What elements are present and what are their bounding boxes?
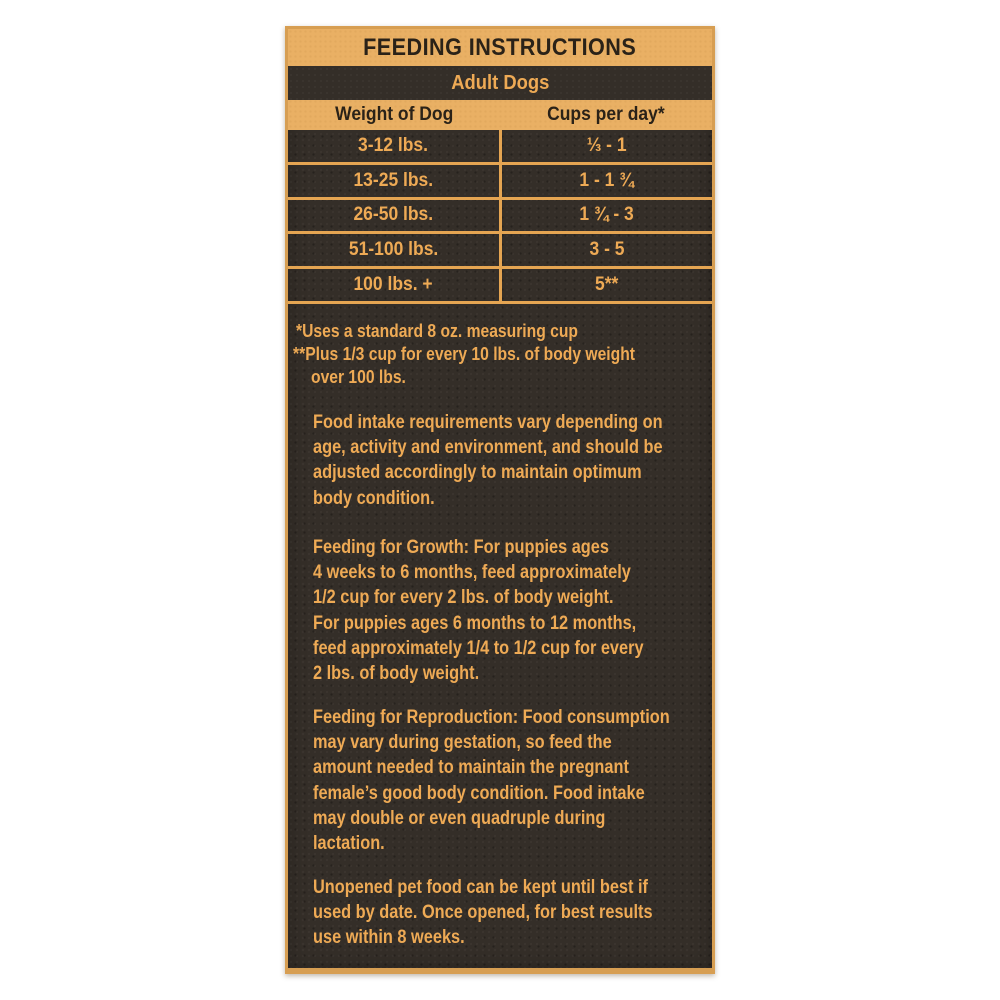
feeding-instructions-label [285, 26, 715, 974]
paragraph-line: For puppies ages 6 months to 12 months, [313, 612, 637, 634]
paragraph-line: 1/2 cup for every 2 lbs. of body weight. [313, 587, 614, 609]
weight-cell: 13-25 lbs. [353, 169, 434, 191]
paragraph-line: adjusted accordingly to maintain optimum [313, 462, 642, 484]
table-row [288, 165, 712, 200]
weight-cell: 100 lbs. + [353, 274, 433, 296]
paragraph-storage [313, 875, 708, 951]
paragraph-line: Food intake requirements vary depending on [313, 412, 663, 433]
cups-cell: 5** [499, 269, 713, 301]
paragraph-line: may double or even quadruple during [313, 807, 606, 829]
paragraph-line: 4 weeks to 6 months, feed approximately [313, 562, 631, 584]
paragraph-line: Feeding for Growth: For puppies ages [313, 537, 609, 558]
table-row [288, 130, 712, 165]
paragraph-line: Unopened pet food can be kept until best if [313, 877, 648, 898]
footnote-measuring-cup: *Uses a standard 8 oz. measuring cup [296, 321, 578, 341]
paragraph-feeding-reproduction [313, 705, 715, 856]
footnote-plus-cup: **Plus 1/3 cup for every 10 lbs. of body weight [293, 344, 636, 364]
table-caption: Adult Dogs [450, 71, 550, 94]
paragraph-line: may vary during gestation, so feed the [313, 732, 612, 754]
cups-cell: ⅓ - 1 [499, 130, 713, 162]
paragraph-line: used by date. Once opened, for best results [313, 902, 653, 924]
table-row [288, 269, 712, 304]
weight-cell: 26-50 lbs. [353, 204, 434, 226]
column-header-cups: Cups per day* [547, 104, 665, 125]
cups-cell: 3 - 5 [499, 234, 713, 266]
paragraph-line: 2 lbs. of body weight. [313, 663, 480, 685]
feeding-table [288, 130, 712, 304]
column-header-weight: Weight of Dog [334, 104, 454, 125]
table-row [288, 234, 712, 269]
cups-cell: 1 - 1 ¾ [499, 165, 713, 197]
paragraph-food-intake [313, 410, 715, 511]
table-caption-bar [288, 66, 712, 100]
cups-cell: 1 ¾ - 3 [499, 200, 713, 232]
title-band [288, 29, 712, 66]
paragraph-line: feed approximately 1/4 to 1/2 cup for every [313, 637, 644, 659]
table-column-headers [288, 100, 712, 130]
paragraph-line: body condition. [313, 487, 435, 509]
label-header-section [288, 29, 712, 130]
weight-cell: 3-12 lbs. [358, 134, 429, 156]
paragraph-line: lactation. [313, 833, 385, 855]
paragraph-feeding-growth [313, 535, 697, 686]
paragraph-line: age, activity and environment, and should be [313, 437, 663, 459]
paragraph-line: Feeding for Reproduction: Food consumption [313, 707, 670, 728]
paragraph-line: use within 8 weeks. [313, 927, 465, 949]
weight-cell: 51-100 lbs. [348, 239, 438, 261]
footnotes [293, 320, 686, 389]
paragraph-line: female’s good body condition. Food intake [313, 782, 645, 804]
paragraph-line: amount needed to maintain the pregnant [313, 757, 629, 779]
label-title: FEEDING INSTRUCTIONS [363, 33, 637, 61]
table-row [288, 200, 712, 235]
footnote-plus-cup-continued: over 100 lbs. [311, 367, 406, 387]
